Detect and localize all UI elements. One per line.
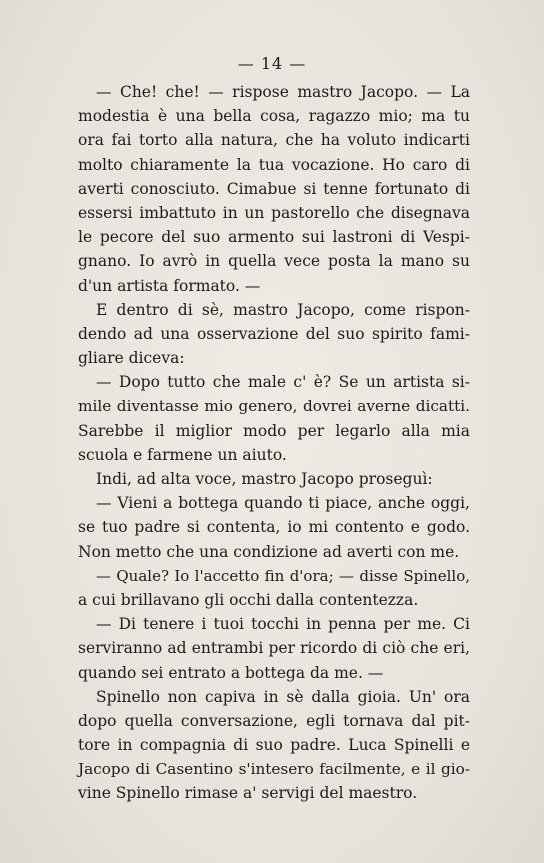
page-number: — 14 —	[237, 54, 307, 73]
text-line: averti conosciuto. Cimabue si tenne fortunato di	[78, 179, 470, 198]
text-line: — Vieni a bottega quando ti piace, anche oggi,	[96, 494, 470, 513]
text-line: gnano. Io avrò in quella vece posta la mano su	[78, 252, 470, 271]
text-line: Non metto che una condizione ad averti con me.	[78, 542, 460, 561]
text-line: dendo ad una osservazione del suo spirito fami-	[78, 324, 470, 343]
text-line: se tuo padre si contenta, io mi contento e godo.	[78, 518, 470, 537]
text-line: dopo quella conversazione, egli tornava dal pit-	[78, 711, 470, 730]
text-line: tore in compagnia di suo padre. Luca Spinelli e	[78, 736, 470, 755]
text-line: scuola e farmene un aiuto.	[78, 445, 287, 464]
body-text	[78, 80, 470, 806]
text-line: — Di tenere i tuoi tocchi in penna per me. Ci	[96, 615, 470, 634]
text-line: d'un artista formato. —	[78, 276, 261, 295]
text-line: E dentro di sè, mastro Jacopo, come rispon-	[96, 300, 470, 319]
text-line: quando sei entrato a bottega da me. —	[78, 663, 384, 682]
text-line: Spinello non capiva in sè dalla gioia. Un' ora	[96, 687, 470, 706]
text-line: Indi, ad alta voce, mastro Jacopo proseguì:	[96, 470, 433, 488]
text-line: Jacopo di Casentino s'intesero facilmente, e il gio-	[78, 760, 470, 779]
text-line: a cui brillavano gli occhi dalla contentezza.	[78, 590, 419, 609]
text-line: serviranno ad entrambi per ricordo di ciò che eri,	[78, 639, 470, 658]
text-line: vine Spinello rimase a' servigi del maestro.	[78, 784, 418, 803]
text-line: molto chiaramente la tua vocazione. Ho caro di	[78, 155, 470, 174]
text-line: — Che! che! — rispose mastro Jacopo. — La	[96, 83, 470, 101]
text-line: gliare diceva:	[78, 349, 185, 368]
text-line: mile diventasse mio genero, dovrei averne dicatti.	[78, 397, 470, 416]
text-line: Sarebbe il miglior modo per legarlo alla mia	[78, 421, 470, 440]
text-line: — Quale? Io l'accetto fin d'ora; — disse Spinello,	[96, 566, 470, 585]
text-line: le pecore del suo armento sui lastroni di Vespi-	[78, 228, 470, 247]
text-line: essersi imbattuto in un pastorello che disegnava	[78, 203, 470, 222]
text-line: — Dopo tutto che male c' è? Se un artista si-	[96, 373, 470, 392]
text-line: ora fai torto alla natura, che ha voluto indicarti	[78, 131, 470, 150]
text-line: modestia è una bella cosa, ragazzo mio; ma tu	[78, 107, 470, 126]
